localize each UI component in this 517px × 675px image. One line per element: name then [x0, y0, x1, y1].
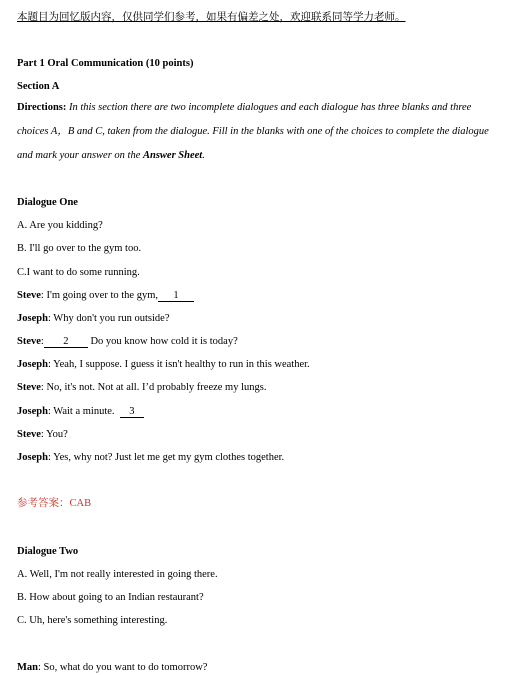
blank-1: 1 [158, 290, 194, 302]
line-text: : Wait a minute. [47, 406, 115, 417]
blank-3: 3 [120, 406, 144, 418]
line-text: : You? [40, 429, 68, 440]
speaker-name: Steve [17, 290, 41, 301]
dialogue-two-choice-c: C. Uh, here's something interesting. [17, 615, 168, 626]
answer-sheet-label: Answer Sheet [143, 150, 203, 161]
dialogue-one-choice-a: A. Are you kidding? [17, 220, 103, 231]
directions-end: . [202, 150, 205, 161]
blank-2: 2 [44, 336, 88, 348]
directions-paragraph [17, 96, 503, 168]
line-text: : Yes, why not? Just let me get my gym clothes together. [47, 452, 285, 463]
dialogue-two-choice-b: B. How about going to an Indian restaurant? [17, 592, 204, 603]
line-text: : Yeah, I suppose. I guess it isn't healthy to run in this weather. [47, 359, 310, 370]
dialogue-one-line-6 [17, 405, 144, 418]
dialogue-one-line-5 [17, 381, 266, 394]
speaker-name: Joseph [17, 359, 48, 370]
line-text: : [40, 336, 44, 347]
speaker-name: Man [17, 662, 38, 673]
dialogue-one-line-7 [17, 428, 68, 441]
dialogue-one-line-8 [17, 451, 284, 464]
recall-notice: 本题目为回忆版内容，仅供同学们参考，如果有偏差之处，欢迎联系同等学力老师。 [17, 12, 406, 23]
section-title: Section A [17, 81, 60, 92]
dialogue-one-title: Dialogue One [17, 197, 78, 208]
dialogue-one-line-2 [17, 312, 170, 325]
speaker-name: Joseph [17, 313, 48, 324]
dialogue-two-title: Dialogue Two [17, 546, 79, 557]
line-text-after: Do you know how cold it is today? [87, 336, 238, 347]
line-text: : Why don't you run outside? [47, 313, 170, 324]
speaker-name: Steve [17, 382, 41, 393]
line-text: : No, it's not. Not at all. I’d probably freeze my lungs. [40, 382, 267, 393]
dialogue-two-choice-a: A. Well, I'm not really interested in going there. [17, 569, 218, 580]
reference-answer: 参考答案：CAB [17, 498, 92, 509]
directions-text: In this section there are two incomplete dialogues and each dialogue has three blanks and three choices A，B and C, taken from the dialogue. Fill in the blanks with one of the choices to complete the dialogue and mark your answer on the [17, 102, 489, 161]
line-text: : So, what do you want to do tomorrow? [38, 662, 208, 673]
dialogue-two-line-1 [17, 661, 207, 674]
speaker-name: Joseph [17, 452, 48, 463]
part-title: Part 1 Oral Communication (10 points) [17, 58, 194, 69]
line-text: : I'm going over to the gym, [40, 290, 159, 301]
dialogue-one-line-1 [17, 289, 194, 302]
directions-label: Directions: [17, 102, 67, 113]
dialogue-one-line-3 [17, 335, 238, 348]
speaker-name: Steve [17, 336, 41, 347]
dialogue-one-choice-c: C.I want to do some running. [17, 267, 140, 278]
speaker-name: Steve [17, 429, 41, 440]
speaker-name: Joseph [17, 406, 48, 417]
dialogue-one-line-4 [17, 358, 310, 371]
dialogue-one-choice-b: B. I'll go over to the gym too. [17, 243, 142, 254]
